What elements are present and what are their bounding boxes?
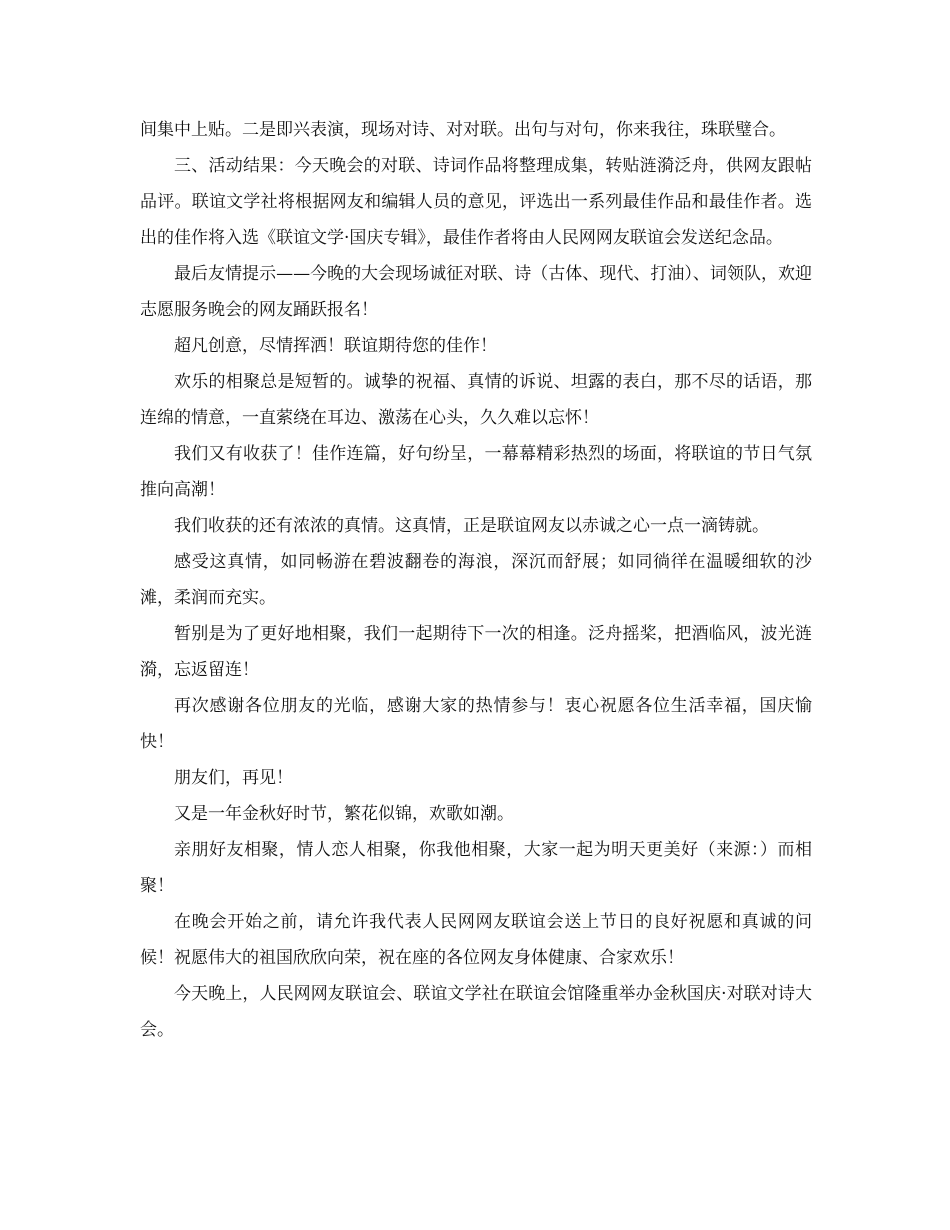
paragraph-golden-autumn: 又是一年金秋好时节，繁花似锦，欢歌如潮。 [174,804,514,824]
paragraph-creativity: 超凡创意，尽情挥洒！联谊期待您的佳作！ [174,336,497,356]
paragraph-true-feeling: 我们收获的还有浓浓的真情。这真情，正是联谊网友以赤诚之心一点一滴铸就。 [174,516,769,536]
paragraph-goodbye: 朋友们，再见！ [174,768,293,788]
paragraph-reunion: 亲朋好友相聚，情人恋人相聚，你我他相聚，大家一起为明天更美好（来源：）而相聚！ [140,840,812,896]
paragraph-greetings: 在晚会开始之前，请允许我代表人民网网友联谊会送上节日的良好祝愿和真诚的问候！祝愿伟大的祖国欣欣向荣，祝在座的各位网友身体健康、合家欢乐！ [140,912,812,968]
paragraph-harvest: 我们又有收获了！佳作连篇，好句纷呈，一幕幕精彩热烈的场面，将联谊的节日气氛推向高潮！ [140,444,812,500]
paragraph-feel-it: 感受这真情，如同畅游在碧波翻卷的海浪，深沉而舒展；如同徜徉在温暖细软的沙滩，柔润而充实。 [140,552,812,608]
paragraph-tonight: 今天晚上，人民网网友联谊会、联谊文学社在联谊会馆隆重举办金秋国庆·对联对诗大会。 [140,984,812,1040]
paragraph-joyful-gathering: 欢乐的相聚总是短暂的。诚挚的祝福、真情的诉说、坦露的表白，那不尽的话语，那连绵的情意，一直萦绕在耳边、激荡在心头，久久难以忘怀！ [140,372,812,428]
paragraph-activity-results: 三、活动结果：今天晚会的对联、诗词作品将整理成集，转贴涟漪泛舟，供网友跟帖品评。联谊文学社将根据网友和编辑人员的意见，评选出一系列最佳作品和最佳作者。选出的佳作将入选《联谊文学·国庆专辑》，最佳作者将由人民网网友联谊会发送纪念品。 [140,156,812,248]
paragraph-friendly-reminder: 最后友情提示——今晚的大会现场诚征对联、诗（古体、现代、打油）、词领队，欢迎志愿服务晚会的网友踊跃报名！ [140,264,812,320]
paragraph-thanks: 再次感谢各位朋友的光临，感谢大家的热情参与！衷心祝愿各位生活幸福，国庆愉快！ [140,696,812,752]
paragraph-continued: 间集中上贴。二是即兴表演，现场对诗、对对联。出句与对句，你来我往，珠联璧合。 [140,120,786,140]
paragraph-farewell: 暂别是为了更好地相聚，我们一起期待下一次的相逢。泛舟摇桨，把酒临风，波光涟漪，忘返留连！ [140,624,812,680]
document-body [140,112,812,1048]
